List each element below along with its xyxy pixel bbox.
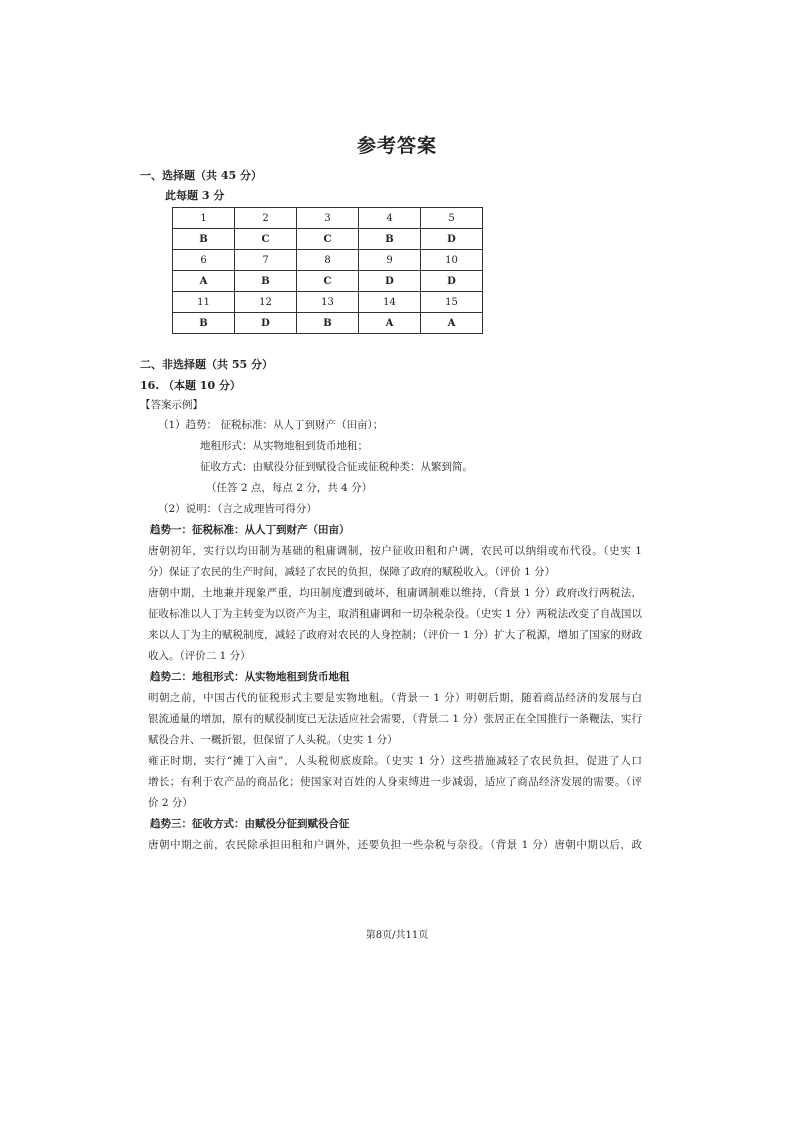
table-cell: 8 [297, 250, 359, 271]
table-row [173, 313, 483, 334]
table-row [173, 250, 483, 271]
answer-example-label: 【答案示例】 [140, 399, 203, 411]
answer-line: 分）保证了农民的生产时间，减轻了农民的负担，保障了政府的赋税收入。（评价 1 分） [148, 566, 556, 578]
table-row [173, 208, 483, 229]
table-cell: B [297, 313, 359, 334]
answer-line: 银流通量的增加，原有的赋役制度已无法适应社会需要，（背景二 1 分）张居正在全国推行一条鞭法，实行 [148, 713, 642, 725]
page-number: 第8页/共11页 [365, 930, 429, 941]
table-cell: C [297, 271, 359, 292]
table-cell: A [173, 271, 235, 292]
table-cell: B [173, 313, 235, 334]
table-cell: B [173, 229, 235, 250]
table-cell: C [235, 229, 297, 250]
table-cell: 15 [421, 292, 483, 313]
table-cell: 6 [173, 250, 235, 271]
table-cell: B [359, 229, 421, 250]
answer-line: 征收方式：由赋役分征到赋役合征或征税种类：从繁到简。 [200, 461, 473, 473]
table-cell: 2 [235, 208, 297, 229]
table-cell: 9 [359, 250, 421, 271]
answer-line: （1）趋势： 征税标准：从人丁到财产（田亩）； [158, 419, 384, 431]
answer-line: 地租形式：从实物地租到货币地租； [200, 440, 368, 452]
table-cell: A [359, 313, 421, 334]
page-title: 参考答案 [356, 135, 437, 157]
table-cell: B [235, 271, 297, 292]
table-row [173, 229, 483, 250]
table-cell: D [235, 313, 297, 334]
trend-3-heading: 趋势三：征收方式：由赋役分征到赋役合征 [150, 818, 350, 830]
answer-line: 征收标准以人丁为主转变为以资产为主，取消租庸调和一切杂税杂役。（史实 1 分）两税法改变了自战国以 [148, 608, 642, 620]
table-cell: 11 [173, 292, 235, 313]
table-cell: 12 [235, 292, 297, 313]
answer-line: 唐朝中期之前，农民除承担田租和户调外，还要负担一些杂税与杂役。（背景 1 分）唐朝中期以后，政 [148, 839, 642, 851]
table-cell: C [297, 229, 359, 250]
table-cell: D [421, 229, 483, 250]
table-cell: 13 [297, 292, 359, 313]
answer-table [172, 207, 483, 334]
table-cell: D [359, 271, 421, 292]
section-1-heading: 一、选择题（共 45 分） [140, 169, 262, 182]
section-2-heading: 二、非选择题（共 55 分） [140, 358, 273, 371]
table-cell: 5 [421, 208, 483, 229]
table-cell: 10 [421, 250, 483, 271]
trend-1-heading: 趋势一：征税标准：从人丁到财产（田亩） [150, 524, 350, 536]
answer-line: 赋役合并、一概折银，但保留了人头税。（史实 1 分） [148, 734, 398, 746]
table-cell: 3 [297, 208, 359, 229]
table-cell: A [421, 313, 483, 334]
answer-line: 价 2 分） [148, 797, 193, 809]
trend-2-heading: 趋势二：地租形式：从实物地租到货币地租 [150, 671, 350, 683]
answer-line: 雍正时期，实行“摊丁入亩”，人头税彻底废除。（史实 1 分）这些措施减轻了农民负担，促进了人口 [148, 755, 642, 767]
table-cell: 7 [235, 250, 297, 271]
answer-line: （2）说明：（言之成理皆可得分） [158, 503, 317, 515]
answer-line: 收入。（评价二 1 分） [148, 650, 251, 662]
table-cell: 1 [173, 208, 235, 229]
table-cell: 14 [359, 292, 421, 313]
table-cell: D [421, 271, 483, 292]
answer-line: 唐朝初年，实行以均田制为基础的租庸调制，按户征收田租和户调，农民可以纳绢或布代役。（史实 1 [148, 545, 642, 557]
answer-line: 明朝之前，中国古代的征税形式主要是实物地租。（背景一 1 分）明朝后期，随着商品经济的发展与白 [148, 692, 642, 704]
table-row [173, 292, 483, 313]
answer-line: 来以人丁为主的赋税制度，减轻了政府对农民的人身控制；（评价一 1 分）扩大了税源，增加了国家的财政 [148, 629, 642, 641]
answer-line: （任答 2 点，每点 2 分，共 4 分） [206, 482, 373, 494]
answer-line: 增长；有利于农产品的商品化；使国家对百姓的人身束缚进一步减弱，适应了商品经济发展的需要。（评 [148, 776, 642, 788]
score-note: 此每题 3 分 [165, 189, 225, 202]
question-16-heading: 16. （本题 10 分） [140, 379, 241, 392]
table-cell: 4 [359, 208, 421, 229]
table-row [173, 271, 483, 292]
answer-line: 唐朝中期，土地兼并现象严重，均田制度遭到破坏，租庸调制难以维持，（背景 1 分）政府改行两税法， [148, 587, 642, 599]
